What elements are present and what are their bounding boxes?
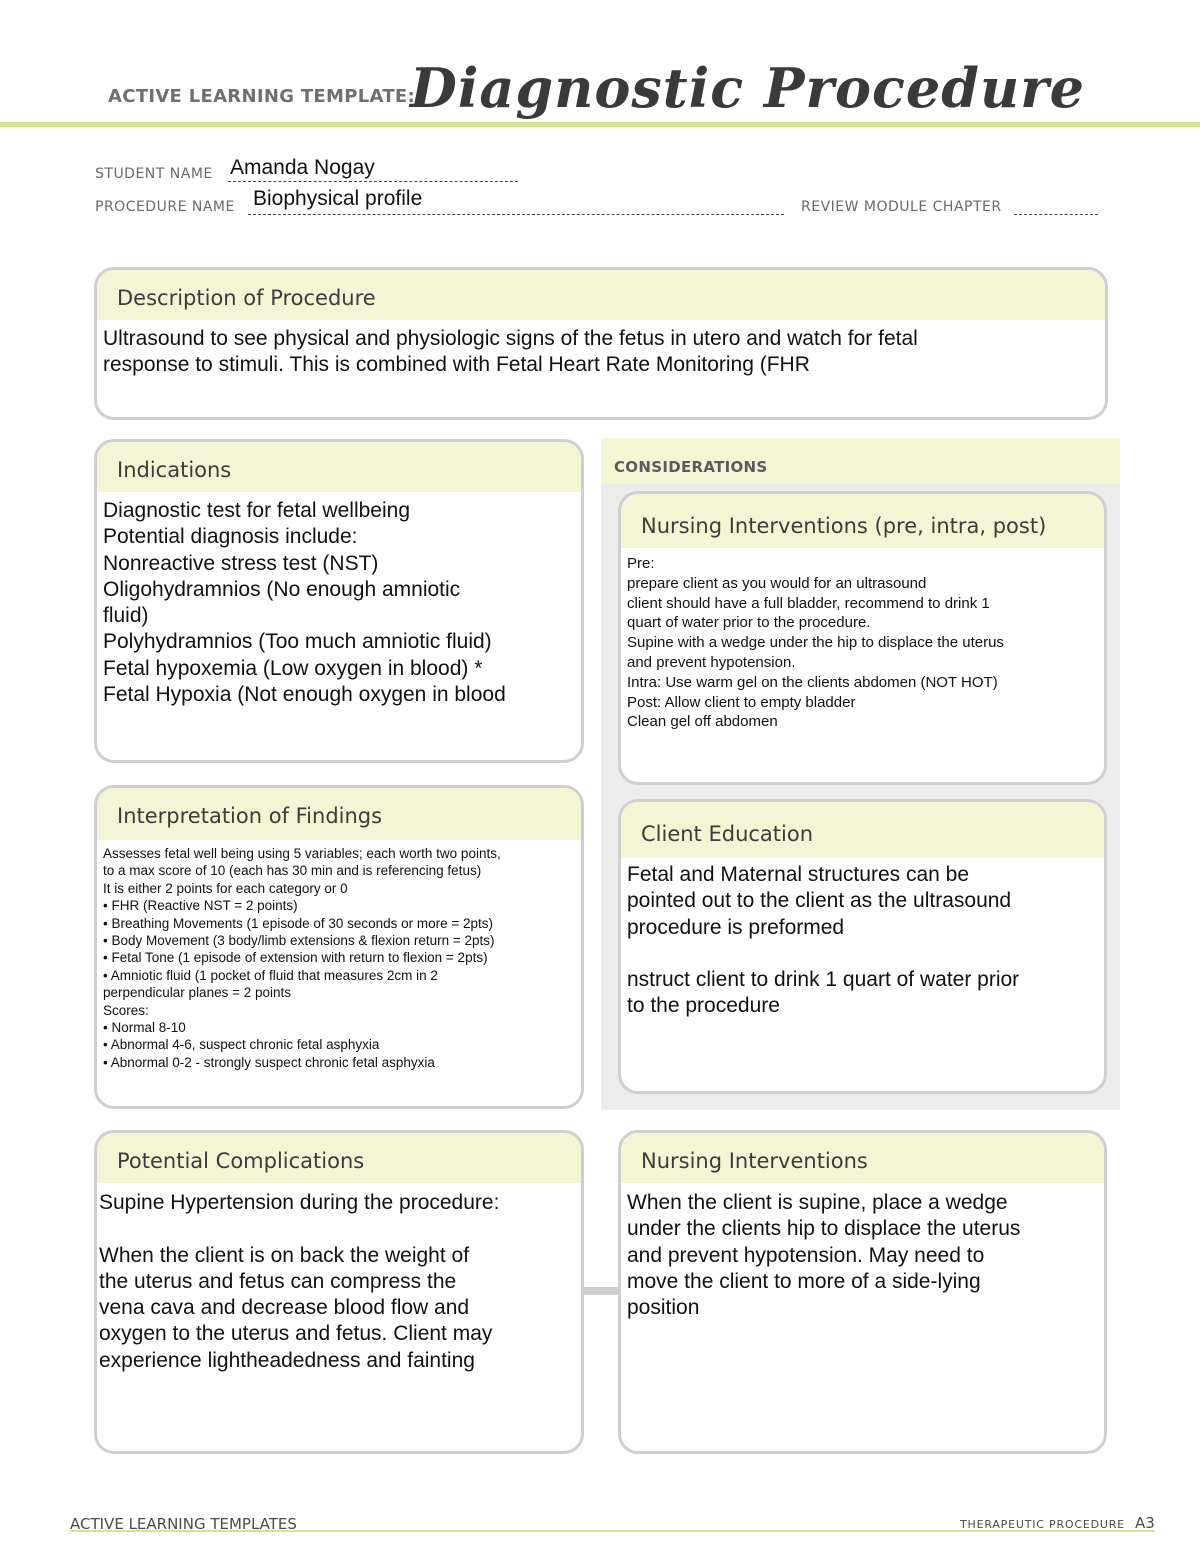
indications-title: Indications — [97, 442, 581, 492]
review-module-line[interactable] — [1014, 214, 1098, 215]
student-name-line — [228, 181, 518, 182]
nursing-interventions-box — [618, 1130, 1107, 1454]
interpretation-box — [94, 785, 584, 1109]
student-name-value[interactable]: Amanda Nogay — [230, 156, 375, 179]
client-education-box — [618, 799, 1107, 1094]
interpretation-title: Interpretation of Findings — [97, 788, 581, 840]
procedure-name-label: PROCEDURE NAME — [95, 199, 235, 215]
review-module-label: REVIEW MODULE CHAPTER — [801, 199, 1002, 215]
complications-text: Supine Hypertension during the procedure: When the client is on back the weight of the uterus and fetus can compress the vena cava and decrease blood flow and oxygen to the uterus and fetus. Client may experience lightheadedness and fainting — [99, 1191, 500, 1372]
complications-box — [94, 1130, 584, 1454]
header-rule — [0, 122, 1200, 127]
student-name-label: STUDENT NAME — [95, 166, 213, 182]
considerations-label: CONSIDERATIONS — [614, 458, 768, 476]
procedure-name-line — [248, 214, 784, 215]
indications-box — [94, 439, 584, 763]
procedure-name-value[interactable]: Biophysical profile — [253, 187, 423, 210]
interpretation-text: Assesses fetal well being using 5 variables; each worth two points, to a max score of 10 (each has 30 min and is referencing fetus) It is either 2 points for each category or 0 • FHR (Reactive NST = 2 points) • Breathing Movements (1 episode of 30 seconds or more = 2pts) • Body Movement (3 body/limb extensions & flexion return = 2pts) • Fetal Tone (1 episode of extension with return to flexion = 2pts) • Amniotic fluid (1 pocket of fluid that measures 2cm in 2 perpendicular planes = 2 points Scores: • Normal 8-10 • Abnormal 4-6, suspect chronic fetal asphyxia • Abnormal 0-2 - strongly suspect chronic fetal asphyxia — [103, 846, 501, 1070]
footer-left-label: ACTIVE LEARNING TEMPLATES — [70, 1515, 297, 1533]
indications-text: Diagnostic test for fetal wellbeing Potential diagnosis include: Nonreactive stress test (NST) Oligohydramnios (No enough amniotic fluid) Polyhydramnios (Too much amniotic fluid) Fetal hypoxemia (Low oxygen in blood) * Fetal Hypoxia (Not enough oxygen in blood — [103, 499, 506, 707]
page-title: Diagnostic Procedure — [410, 56, 1086, 120]
nursing-pre-intra-post-title: Nursing Interventions (pre, intra, post) — [621, 494, 1104, 548]
footer-page-number: A3 — [1135, 1514, 1155, 1532]
description-text: Ultrasound to see physical and physiologic signs of the fetus in utero and watch for fetal response to stimuli. This is combined with Fetal Heart Rate Monitoring (FHR — [103, 327, 918, 377]
nursing-interventions-text: When the client is supine, place a wedge under the clients hip to displace the uterus and prevent hypotension. May need to move the client to more of a side-lying position — [627, 1191, 1021, 1320]
description-title: Description of Procedure — [97, 270, 1105, 320]
description-box — [94, 267, 1108, 420]
template-label: ACTIVE LEARNING TEMPLATE: — [108, 86, 415, 107]
client-education-title: Client Education — [621, 802, 1104, 858]
complications-title: Potential Complications — [97, 1133, 581, 1183]
nursing-pre-intra-post-box — [618, 491, 1107, 785]
client-education-text: Fetal and Maternal structures can be pointed out to the client as the ultrasound procedure is preformed nstruct client to drink 1 quart of water prior to the procedure — [627, 863, 1020, 1018]
nursing-pre-intra-post-text: Pre: prepare client as you would for an ultrasound client should have a full bladder, recommend to drink 1 quart of water prior to the procedure. Supine with a wedge under the hip to displace the uterus and prevent hypotension. Intra: Use warm gel on the clients abdomen (NOT HOT) Post: Allow client to empty bladder Clean gel off abdomen — [627, 555, 1004, 731]
footer-right-label: THERAPEUTIC PROCEDURE — [960, 1518, 1125, 1531]
nursing-interventions-title: Nursing Interventions — [621, 1133, 1104, 1183]
connector-bar — [581, 1287, 621, 1295]
